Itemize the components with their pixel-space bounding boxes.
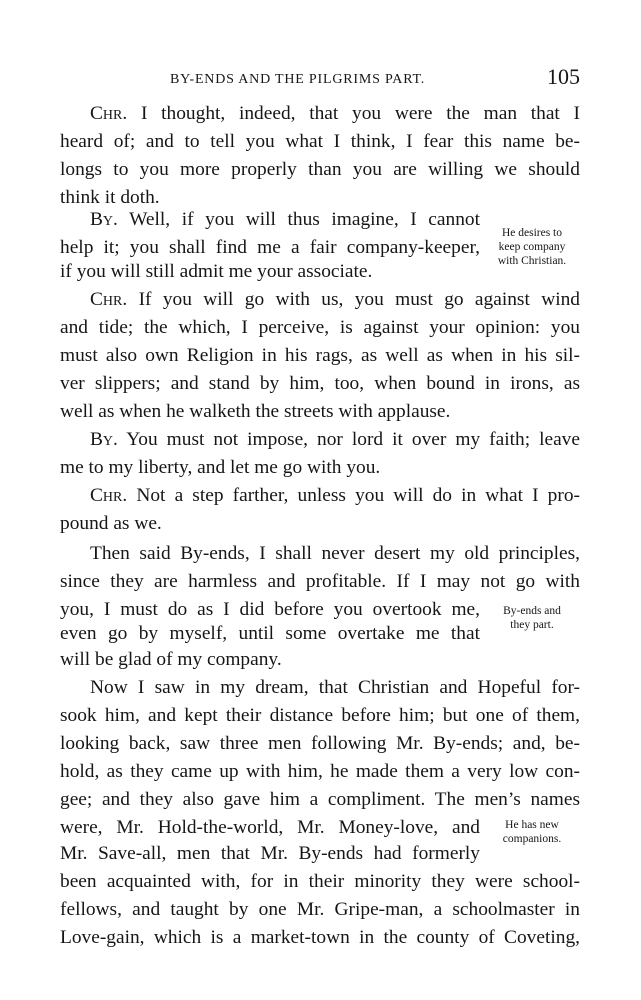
text-line: think it doth. (60, 187, 160, 208)
text-line: By. You must not impose, nor lord it over my faith; leave (90, 429, 580, 450)
speaker-label: Chr. (90, 103, 128, 124)
marginal-note: By-ends and they part. (503, 605, 561, 631)
text-line: Love-gain, which is a market-town in the county of Coveting, (60, 927, 580, 948)
text-line: Mr. Save-all, men that Mr. By-ends had formerly (60, 843, 480, 864)
text-line: since they are harmless and profitable. If I may not go with (60, 571, 580, 592)
text-line: pound as we. (60, 513, 162, 534)
speaker-label: Chr. (90, 485, 128, 506)
text-line: heard of; and to tell you what I think, I fear this name be- (60, 131, 580, 152)
text-line: help it; you shall find me a fair company-keeper, (60, 237, 480, 258)
marginal-note: He has new companions. (502, 819, 562, 845)
text-line: even go by myself, until some overtake me that (60, 623, 480, 644)
text-line: fellows, and taught by one Mr. Gripe-man, a schoolmaster in (60, 899, 580, 920)
speaker-label: Chr. (90, 289, 128, 310)
text-line: and tide; the which, I perceive, is against your opinion: you (60, 317, 580, 338)
text-line: Then said By-ends, I shall never desert my old principles, (90, 543, 580, 564)
text-line: been acquainted with, for in their minority they were school- (60, 871, 580, 892)
text-line: Chr. If you will go with us, you must go against wind (90, 289, 580, 310)
text-line: gee; and they also gave him a compliment. The men’s names (60, 789, 580, 810)
running-head: BY-ENDS AND THE PILGRIMS PART. (170, 72, 426, 87)
text-line: looking back, saw three men following Mr. By-ends; and, be- (60, 733, 580, 754)
text-line: longs to you more properly than you are willing we should (60, 159, 580, 180)
text-line: me to my liberty, and let me go with you. (60, 457, 381, 478)
text-line: well as when he walketh the streets with applause. (60, 401, 451, 422)
text-line: you, I must do as I did before you overtook me, (60, 599, 480, 620)
text-line: if you will still admit me your associate. (60, 261, 373, 282)
marginal-note: He desires to keep company with Christian. (497, 227, 567, 267)
text-line: hold, as they came up with him, he made them a very low con- (60, 761, 580, 782)
page-header (60, 62, 580, 92)
text-line: Now I saw in my dream, that Christian and Hopeful for- (90, 677, 580, 698)
text-line: ver slippers; and stand by him, too, when bound in irons, as (60, 373, 580, 394)
text-line: sook him, and kept their distance before him; but one of them, (60, 705, 580, 726)
text-line: will be glad of my company. (60, 649, 282, 670)
text-line: By. Well, if you will thus imagine, I cannot (90, 209, 480, 230)
speaker-label: By. (90, 429, 118, 450)
text-line: Chr. Not a step farther, unless you will do in what I pro- (90, 485, 580, 506)
text-line: must also own Religion in his rags, as well as when in his sil- (60, 345, 580, 366)
text-line: were, Mr. Hold-the-world, Mr. Money-love, and (60, 817, 480, 838)
speaker-label: By. (90, 209, 118, 230)
page-number: 105 (547, 64, 580, 89)
text-line: Chr. I thought, indeed, that you were the man that I (90, 103, 580, 124)
